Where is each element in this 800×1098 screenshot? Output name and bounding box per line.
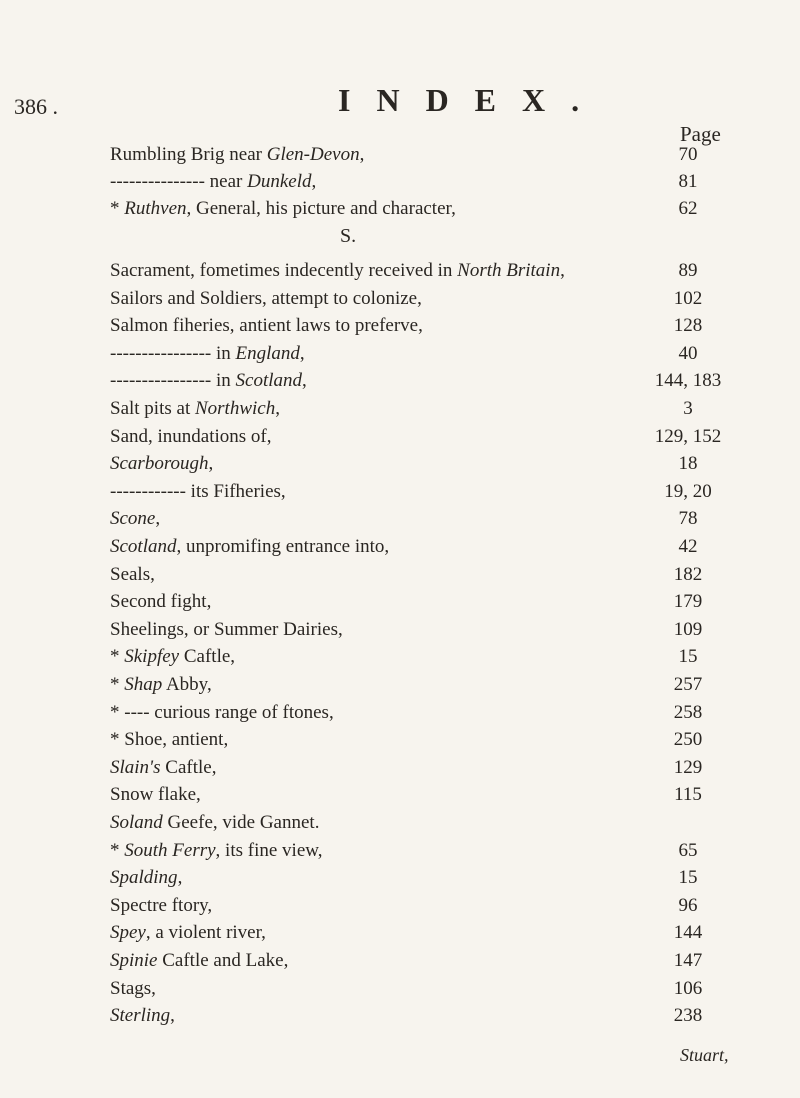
entry-text — [110, 315, 423, 337]
index-entry — [0, 564, 800, 592]
entry-text-italic: Dunkeld — [247, 171, 312, 192]
index-entry — [0, 922, 800, 950]
entry-text — [110, 288, 422, 310]
index-entry — [0, 144, 800, 172]
entry-text-italic: Ruthven — [124, 198, 187, 219]
entry-text-roman: Sand, inundations of, — [110, 425, 272, 447]
index-entry — [0, 288, 800, 316]
entry-page-number: 250 — [673, 729, 703, 751]
entry-text-roman: , — [299, 342, 305, 364]
index-entry — [0, 895, 800, 923]
entry-text-italic: Spinie — [110, 950, 158, 971]
entry-text-roman: , — [275, 398, 280, 419]
entry-page-number: 115 — [674, 784, 702, 806]
entry-text — [110, 867, 182, 889]
entry-text — [110, 481, 286, 503]
entry-page-number: 3 — [683, 398, 693, 419]
entry-text-roman: * Shoe, antient, — [110, 729, 229, 751]
running-head: INDEX. — [338, 82, 606, 118]
entry-text-roman: ---------------- in — [110, 342, 236, 364]
entry-text-italic: Spalding — [110, 867, 178, 889]
entry-text — [110, 702, 334, 724]
index-entry — [0, 453, 800, 481]
catchword: Stuart, — [680, 1045, 729, 1065]
entry-text-italic: Soland — [110, 812, 163, 833]
entry-text-italic: Scarborough — [110, 453, 209, 475]
index-entry — [0, 950, 800, 978]
entry-text-roman: Second fight, — [110, 591, 212, 613]
index-entry — [0, 867, 800, 895]
entry-text — [110, 508, 160, 530]
entry-text-roman: , unpromifing entrance into, — [176, 536, 390, 557]
entry-text-italic: Scotland — [110, 536, 177, 557]
entry-text-roman: Snow flake, — [110, 784, 201, 806]
entry-text-roman: , — [170, 1005, 175, 1027]
entry-text-italic: South Ferry — [124, 839, 216, 861]
entry-text-roman: Salmon fiheries, antient laws to preferve, — [110, 315, 423, 337]
entry-text-roman: , — [155, 508, 161, 530]
entry-page-number: 147 — [673, 950, 703, 971]
index-entry — [0, 591, 800, 619]
entry-text-italic: Slain's — [110, 756, 161, 778]
entry-text-roman: Abby, — [162, 674, 212, 695]
index-entry — [0, 536, 800, 564]
entry-text-italic: Glen-Devon — [266, 144, 360, 165]
entry-text-roman: , — [560, 260, 565, 281]
entry-text — [110, 144, 364, 166]
entry-page-number: 19, 20 — [664, 480, 712, 502]
entry-text — [110, 564, 155, 586]
entry-text — [110, 757, 216, 779]
index-entry — [0, 171, 800, 199]
entry-text — [110, 784, 201, 806]
entry-text — [110, 978, 156, 1000]
entry-text — [110, 812, 319, 834]
index-entry — [0, 757, 800, 785]
entry-text-italic: Skipfey — [124, 646, 180, 668]
entry-text-roman: , a violent river, — [145, 922, 266, 944]
entry-text — [110, 619, 343, 641]
entry-text-roman: ------------ its Fifheries, — [110, 480, 286, 502]
entry-text-italic: England — [235, 342, 300, 364]
index-entry — [0, 370, 800, 398]
entry-page-number: 40 — [678, 342, 698, 364]
entry-page-number: 129 — [673, 756, 703, 778]
entry-page-number: 15 — [678, 646, 698, 668]
entry-text — [110, 171, 316, 193]
entry-text — [110, 840, 323, 862]
entry-text-roman: Sheelings, or Summer Dairies, — [110, 618, 343, 640]
entry-text-italic: Spey — [110, 922, 146, 944]
index-entry — [0, 729, 800, 757]
entry-text — [110, 950, 288, 972]
entry-text-roman: , — [177, 867, 183, 889]
entry-page-number: 81 — [678, 171, 698, 192]
entry-page-number: 258 — [673, 701, 703, 723]
index-entry — [0, 426, 800, 454]
entry-text-roman: , General, his picture and character, — [186, 198, 456, 219]
entry-text-roman: , — [208, 453, 214, 475]
entry-page-number: 179 — [673, 591, 703, 613]
entry-text-italic: Scone — [110, 508, 156, 530]
index-entry — [0, 978, 800, 1006]
entry-text-roman: Caftle and Lake, — [157, 950, 289, 971]
entry-text — [110, 895, 212, 917]
entry-text-roman: Caftle, — [160, 756, 217, 778]
index-entry — [0, 812, 800, 840]
index-entry — [0, 1005, 800, 1033]
entry-text-roman: , — [311, 171, 317, 192]
index-entry — [0, 343, 800, 371]
entry-page-number: 238 — [673, 1005, 703, 1027]
entry-text — [110, 398, 280, 420]
index-entry — [0, 508, 800, 536]
entry-text-roman: * — [110, 839, 125, 861]
entry-text-roman: Caftle, — [179, 646, 236, 668]
entry-page-number: 257 — [673, 674, 703, 695]
entry-text-italic: Sterling — [110, 1005, 171, 1027]
entry-text-italic: North Britain — [457, 260, 561, 281]
entry-page-number: 42 — [678, 536, 698, 557]
entry-page-number: 70 — [678, 144, 698, 165]
section-letter: S. — [340, 225, 357, 247]
entry-text-roman: Rumbling Brig near — [110, 144, 267, 165]
index-entry — [0, 481, 800, 509]
entry-text-roman: * — [110, 198, 125, 219]
index-entry — [0, 840, 800, 868]
entry-page-number: 109 — [673, 618, 703, 640]
entry-text — [110, 1005, 175, 1027]
entry-text — [110, 591, 211, 613]
entry-page-number: 102 — [673, 287, 703, 309]
entry-text-roman: * — [110, 674, 125, 695]
entry-text — [110, 729, 228, 751]
entry-page-number: 144, 183 — [654, 370, 722, 392]
entry-text — [110, 426, 272, 448]
entry-page-number: 78 — [678, 508, 698, 530]
entry-text-roman: Salt pits at — [110, 398, 195, 419]
page-column-label: Page — [680, 122, 721, 146]
entry-text-roman: , — [359, 144, 365, 165]
entry-text — [110, 536, 389, 558]
entry-text-roman: , its fine view, — [215, 839, 323, 861]
entry-text — [110, 370, 307, 392]
entry-text-roman: * — [110, 646, 125, 668]
entry-text-roman: , — [302, 370, 307, 392]
entry-page-number: 15 — [678, 867, 698, 889]
entry-text-roman: Seals, — [110, 563, 155, 585]
entry-text-italic: Shap — [124, 674, 163, 695]
entry-page-number: 62 — [678, 198, 698, 219]
index-entry — [0, 315, 800, 343]
entry-page-number: 65 — [678, 839, 698, 861]
index-entry — [0, 198, 800, 226]
entry-text-italic: Northwich — [194, 398, 276, 419]
entry-page-number: 96 — [678, 894, 698, 916]
entry-text — [110, 198, 456, 220]
entry-text-roman: Geefe, vide Gannet. — [162, 812, 320, 833]
entry-text-roman: Spectre ftory, — [110, 894, 213, 916]
entry-text — [110, 453, 213, 475]
entry-text-roman: Sacrament, fometimes indecently received in — [110, 260, 458, 281]
index-entry — [0, 398, 800, 426]
page-number: 386 . — [14, 94, 58, 119]
entry-page-number: 144 — [673, 922, 703, 944]
entry-text — [110, 922, 266, 944]
index-entry — [0, 702, 800, 730]
entry-text-roman: * ---- curious range of ftones, — [110, 701, 334, 723]
entry-text-roman: Stags, — [110, 977, 156, 999]
entry-text — [110, 646, 235, 668]
index-entry — [0, 646, 800, 674]
entry-page-number: 18 — [678, 453, 698, 475]
index-entry — [0, 260, 800, 288]
index-entry — [0, 619, 800, 647]
entry-text — [110, 674, 212, 696]
entry-text-italic: Scotland — [235, 370, 303, 392]
entry-page-number: 129, 152 — [654, 425, 722, 447]
entry-page-number: 89 — [678, 260, 698, 281]
entry-text-roman: Sailors and Soldiers, attempt to colonize, — [110, 287, 422, 309]
entry-text-roman: --------------- near — [110, 171, 248, 192]
entry-text-roman: ---------------- in — [110, 370, 236, 392]
entry-text — [110, 343, 305, 365]
entry-text — [110, 260, 565, 282]
entry-page-number: 182 — [673, 563, 703, 585]
index-entry — [0, 784, 800, 812]
entry-page-number: 106 — [673, 977, 703, 999]
entry-page-number: 128 — [673, 315, 703, 337]
index-entry — [0, 674, 800, 702]
